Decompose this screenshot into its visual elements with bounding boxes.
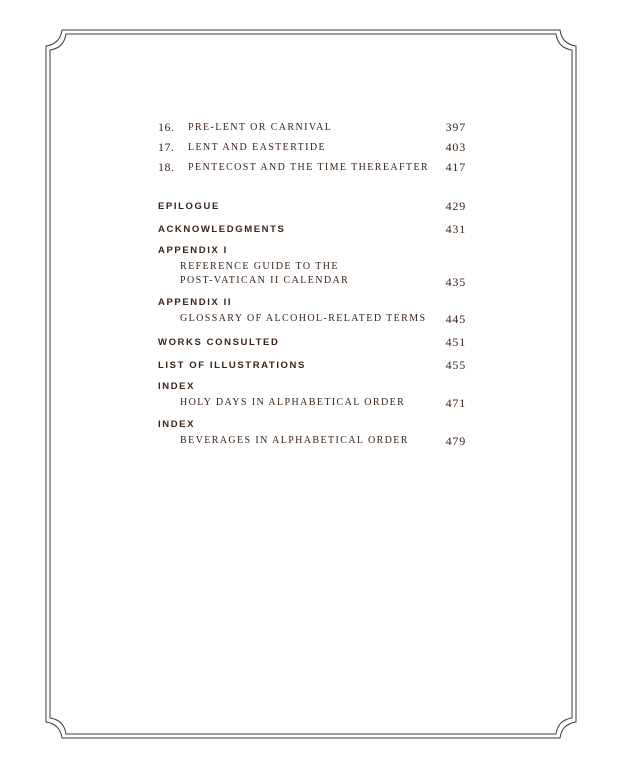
page-number: 397 (445, 120, 466, 134)
section-heading: ACKNOWLEDGMENTS (158, 224, 286, 235)
section-heading: WORKS CONSULTED (158, 337, 280, 348)
page-number: 417 (445, 160, 466, 174)
page-number: 435 (445, 275, 466, 289)
entry-subtitle: BEVERAGES IN ALPHABETICAL ORDER (180, 435, 409, 446)
chapter-number: 16. (158, 120, 175, 134)
section-heading: INDEX (158, 419, 196, 430)
chapter-title: LENT AND EASTERTIDE (188, 142, 327, 153)
section-heading: INDEX (158, 381, 196, 392)
section-heading: APPENDIX II (158, 297, 233, 308)
section-heading: EPILOGUE (158, 201, 220, 212)
chapter-title: PRE-LENT OR CARNIVAL (188, 122, 333, 133)
page-number: 445 (445, 312, 466, 326)
chapter-title: PENTECOST AND THE TIME THEREAFTER (188, 162, 430, 173)
page-number: 471 (445, 396, 466, 410)
entry-subtitle: REFERENCE GUIDE TO THE (180, 261, 339, 272)
entry-subtitle: GLOSSARY OF ALCOHOL-RELATED TERMS (180, 313, 427, 324)
entry-subtitle: POST-VATICAN II CALENDAR (180, 275, 350, 286)
page-number: 451 (445, 335, 466, 349)
section-heading: LIST OF ILLUSTRATIONS (158, 360, 306, 371)
chapter-number: 18. (158, 160, 175, 174)
page-number: 429 (445, 199, 466, 213)
page-number: 431 (445, 222, 466, 236)
page-number: 479 (445, 434, 466, 448)
entry-subtitle: HOLY DAYS IN ALPHABETICAL ORDER (180, 397, 406, 408)
page-number: 403 (445, 140, 466, 154)
chapter-number: 17. (158, 140, 175, 154)
section-heading: APPENDIX I (158, 245, 228, 256)
page-number: 455 (445, 358, 466, 372)
